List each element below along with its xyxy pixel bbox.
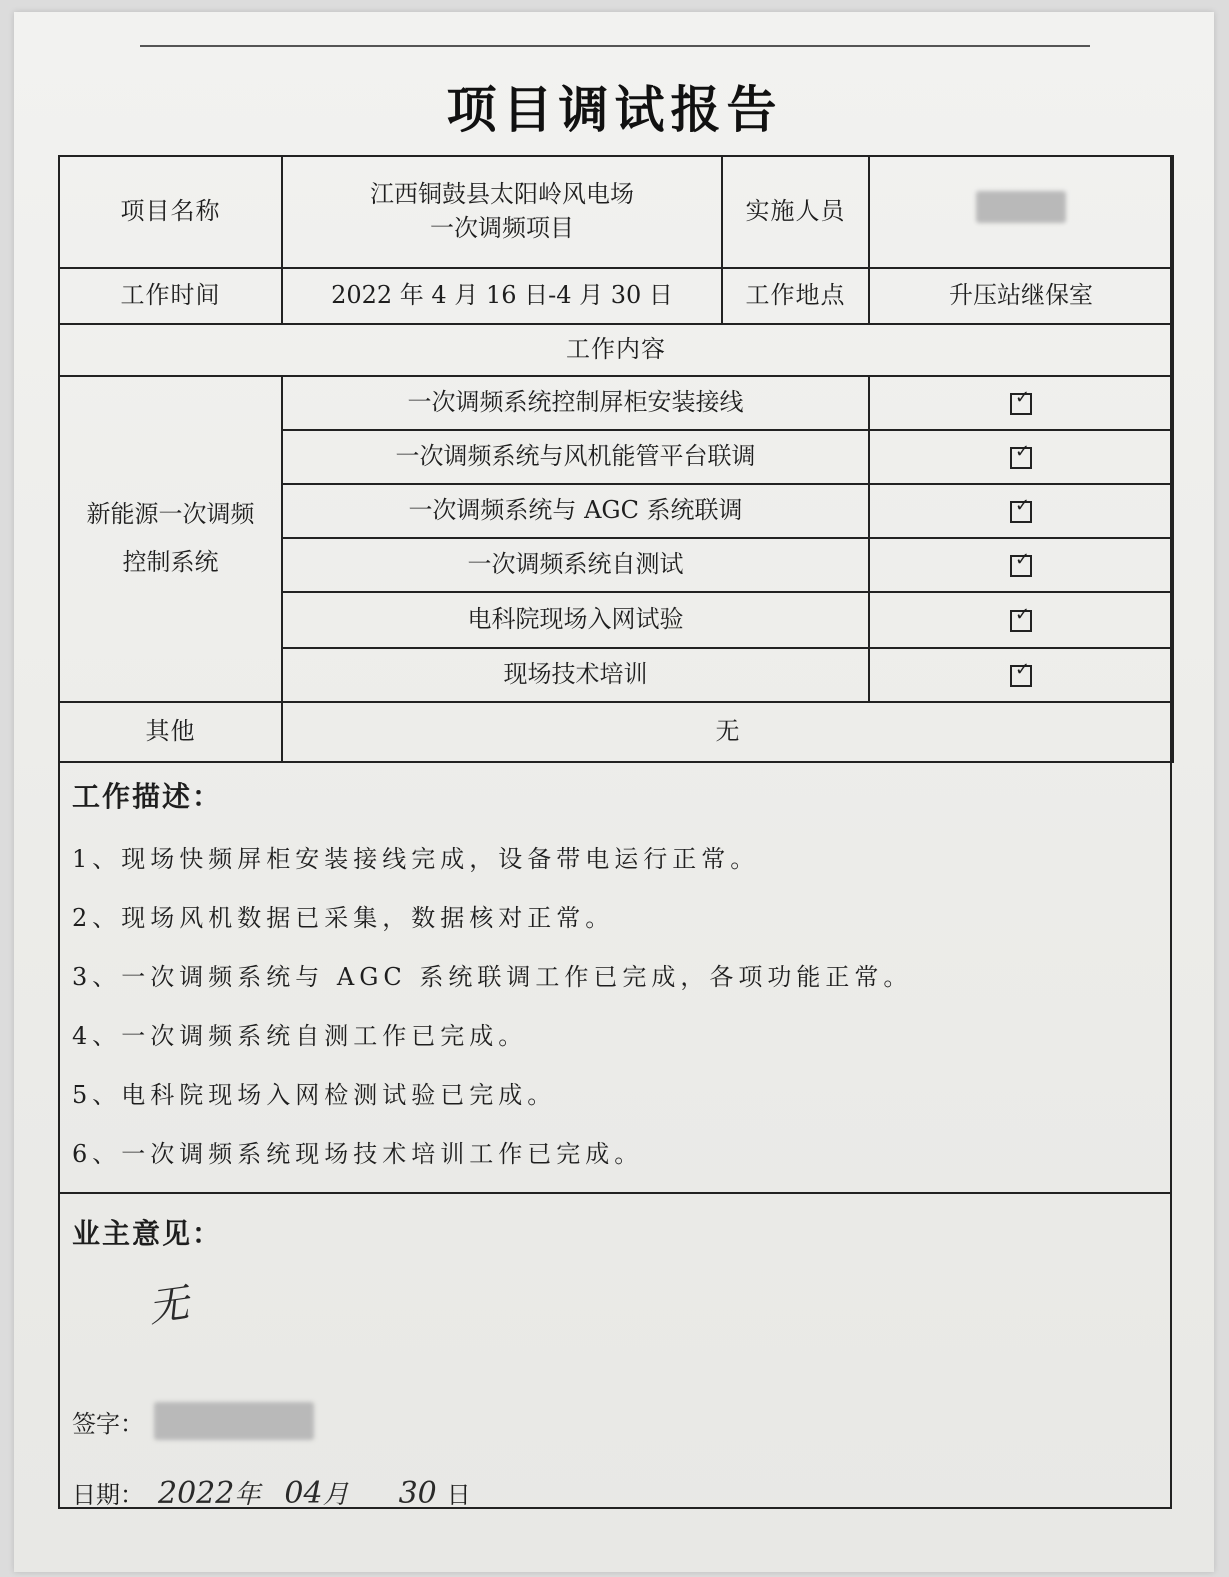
page-title: 项目调试报告 bbox=[446, 81, 783, 139]
year-unit: 年 bbox=[234, 1480, 261, 1510]
owner-opinion-section bbox=[58, 1196, 1172, 1511]
checked-checkbox-icon: ✓ bbox=[1010, 447, 1032, 469]
redacted-signature bbox=[154, 1402, 314, 1440]
handwritten-day: 30 bbox=[398, 1476, 437, 1511]
checked-checkbox-icon: ✓ bbox=[1010, 501, 1032, 523]
project-name-line2: 一次调频项目 bbox=[430, 214, 574, 242]
implementer-label: 实施人员 bbox=[722, 156, 869, 268]
content-item: 一次调频系统控制屏柜安装接线 bbox=[282, 376, 869, 430]
work-location-value: 升压站继保室 bbox=[869, 268, 1173, 324]
project-name-line1: 江西铜鼓县太阳岭风电场 bbox=[370, 180, 634, 209]
content-item: 一次调频系统与风机能管平台联调 bbox=[282, 430, 869, 484]
system-name-line2: 控制系统 bbox=[122, 548, 219, 576]
work-time-label: 工作时间 bbox=[59, 268, 282, 324]
section-divider bbox=[58, 1192, 1172, 1194]
checked-checkbox-icon: ✓ bbox=[1010, 610, 1032, 632]
month-unit: 月 bbox=[322, 1480, 349, 1510]
work-description-section bbox=[58, 763, 1172, 1193]
other-label: 其他 bbox=[59, 702, 282, 762]
handwritten-month: 04 bbox=[284, 1476, 323, 1511]
content-item: 现场技术培训 bbox=[282, 648, 869, 702]
content-item: 一次调频系统与 AGC 系统联调 bbox=[282, 484, 869, 538]
work-location-label: 工作地点 bbox=[722, 268, 869, 324]
work-time-value: 2022 年 4 月 16 日-4 月 30 日 bbox=[282, 268, 722, 324]
work-description-list bbox=[72, 839, 1158, 1169]
checked-checkbox-icon: ✓ bbox=[1010, 393, 1032, 415]
description-item: 2、现场风机数据已采集，数据核对正常。 bbox=[72, 904, 615, 932]
other-value: 无 bbox=[282, 702, 1173, 762]
description-item: 6、一次调频系统现场技术培训工作已完成。 bbox=[72, 1140, 644, 1168]
date-label: 日期： bbox=[72, 1481, 144, 1509]
description-item: 5、电科院现场入网检测试验已完成。 bbox=[72, 1081, 557, 1109]
owner-opinion-heading: 业主意见： bbox=[72, 1217, 223, 1250]
work-description-heading: 工作描述： bbox=[72, 780, 223, 813]
description-item: 3、一次调频系统与 AGC 系统联调工作已完成，各项功能正常。 bbox=[72, 963, 913, 991]
content-item: 一次调频系统自测试 bbox=[282, 538, 869, 592]
project-name-label: 项目名称 bbox=[59, 156, 282, 268]
work-content-heading: 工作内容 bbox=[59, 324, 1173, 376]
checked-checkbox-icon: ✓ bbox=[1010, 665, 1032, 687]
description-item: 1、现场快频屏柜安装接线完成，设备带电运行正常。 bbox=[72, 845, 760, 873]
content-item: 电科院现场入网试验 bbox=[282, 592, 869, 648]
date-row bbox=[72, 1474, 471, 1511]
handwritten-opinion: 无 bbox=[145, 1280, 192, 1332]
handwritten-year: 2022 bbox=[158, 1476, 235, 1511]
description-item: 4、一次调频系统自测工作已完成。 bbox=[72, 1022, 528, 1050]
day-unit: 日 bbox=[446, 1481, 471, 1509]
checked-checkbox-icon: ✓ bbox=[1010, 555, 1032, 577]
top-rule bbox=[140, 45, 1090, 47]
signature-row bbox=[72, 1402, 314, 1440]
signature-label: 签字： bbox=[72, 1409, 144, 1438]
system-name-line1: 新能源一次调频 bbox=[86, 500, 255, 529]
